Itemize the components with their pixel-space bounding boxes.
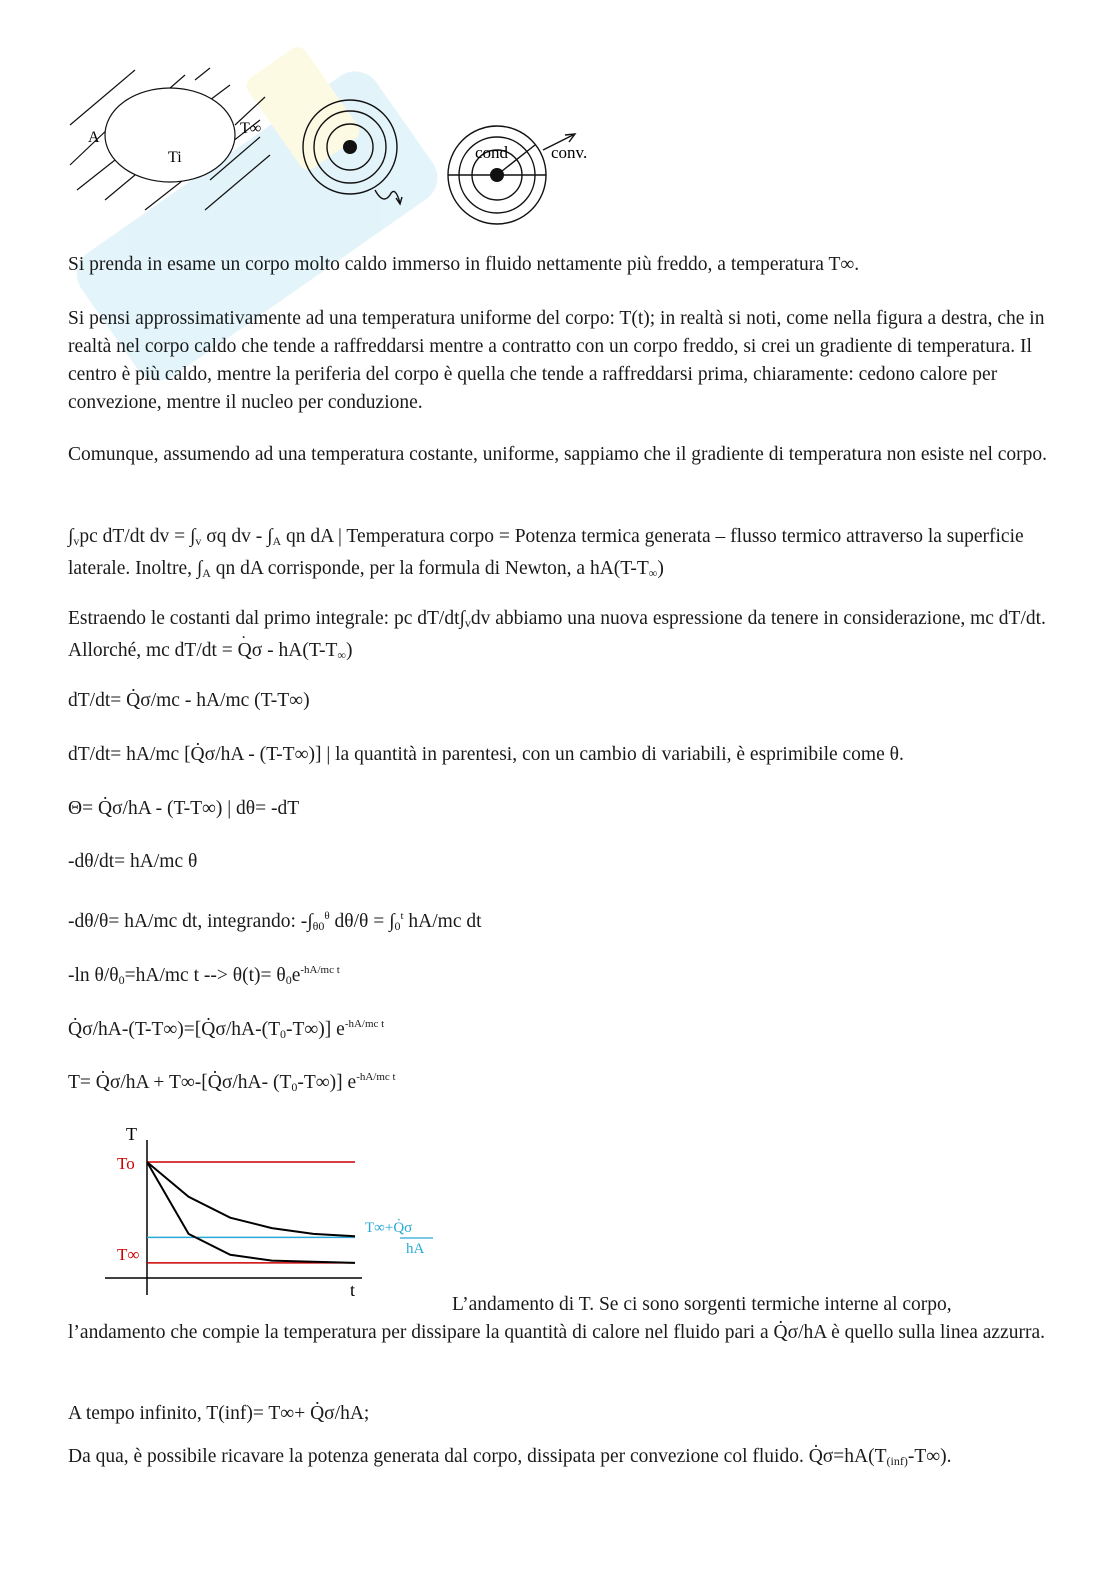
temperature-chart (100, 1120, 445, 1305)
equation-6: -ln $\theta/\theta_0=hA/mc$ t --> $\theta(t)= \theta_0e^{-hA/mc t}$ (68, 964, 340, 987)
label-t0: To (117, 1154, 135, 1173)
paragraph-infinite-time: A tempo infinito, T(inf)= T∞+ Q̇σ/hA; (68, 1403, 370, 1424)
paragraph-energy-balance: $\int_vpc$ dT/dt dv = $\int_v$ σq dv - $\int_A$ qn dA | Temperatura corpo = Potenza termica generata – flusso termico attraverso la superficie laterale. Inoltre, $\int_A$ qn dA corrisponde, per la formula di Newton, a $hA(T-T_\infty)$ (68, 526, 1024, 580)
paragraph-power: Da qua, è possibile ricavare la potenza generata dal corpo, dissipata per convezione col fluido. $Q̇\sigma=hA(T_{(inf)}-T\infty)$. (68, 1446, 952, 1468)
paragraph-gradient: Si pensi approssimativamente ad una temperatura uniforme del corpo: T(t); in realtà si noti, come nella figura a destra, che in realtà nel corpo caldo che tende a raffreddarsi mentre a contratto con un corpo freddo, si crei un gradiente di temperatura. Il centro è più caldo, mentre la periferia del corpo è quella che tende a raffreddarsi prima, chiaramente: cedono calore per convezione, mentre il nucleo per conduzione. (68, 308, 1045, 413)
label-ti: Ti (168, 149, 182, 166)
equation-5: -dθ/θ= hA/mc dt, integrando: $-\int_{\theta 0}^\theta$ $d\theta/\theta = \int_0^t$ hA/mc dt (68, 910, 482, 933)
paragraph-uniform: Comunque, assumendo ad una temperatura costante, uniforme, sappiamo che il gradiente di temperatura non esiste nel corpo. (68, 444, 1048, 465)
equation-2: dT/dt= hA/mc [Q̇σ/hA - (T-T∞)] | la quantità in parentesi, con un cambio di variabili, è esprimibile come θ. (68, 744, 904, 765)
label-tinf-chart: T∞ (117, 1245, 140, 1264)
equation-8: T= Q̇σ/hA + T∞-[Q̇σ/hA- $(T_0-T\infty)$] $e^{-hA/mc t}$ (68, 1071, 396, 1094)
equation-3: Θ= Q̇σ/hA - (T-T∞) | dθ= -dT (68, 798, 300, 819)
x-axis-label: t (350, 1280, 356, 1300)
paragraph-intro: Si prenda in esame un corpo molto caldo immerso in fluido nettamente più freddo, a temperatura T∞. (68, 254, 860, 275)
equation-7: $Q̇\sigma/hA-(T-T\infty)=[Q̇\sigma/hA-(T_0-T\infty)]$ $e^{-hA/mc t}$ (68, 1018, 385, 1041)
label-cond: cond (475, 143, 509, 162)
y-axis-label: T (126, 1124, 137, 1144)
label-conv: conv. (551, 143, 588, 162)
equation-4: -dθ/dt= hA/mc θ (68, 851, 198, 872)
label-asymptote-bottom: hA (406, 1241, 425, 1257)
label-asymptote-top: T∞+Q̇σ (365, 1220, 413, 1236)
label-tinf: T∞ (240, 120, 262, 137)
paragraph-trend: L’andamento di T. Se ci sono sorgenti termiche interne al corpo, l’andamento che compie la temperatura per dissipare la quantità di calore nel fluido pari a Q̇σ/hA è quello sulla linea azzurra. (68, 1294, 1045, 1343)
equation-1: dT/dt= Q̇σ/mc - hA/mc (T-T∞) (68, 690, 310, 711)
heat-transfer-figure (65, 65, 625, 235)
series-line-4 (147, 1162, 355, 1263)
label-a: A (88, 129, 100, 146)
paragraph-constants: Estraendo le costanti dal primo integrale: pc $dT/dt\int_vdv$ abbiamo una nuova espressione da tenere in considerazione, mc dT/dt. Allorché, mc dT/dt = ˙ Qσ - $hA(T-T_\infty)$ (68, 605, 1048, 669)
series-line-3 (147, 1162, 355, 1236)
